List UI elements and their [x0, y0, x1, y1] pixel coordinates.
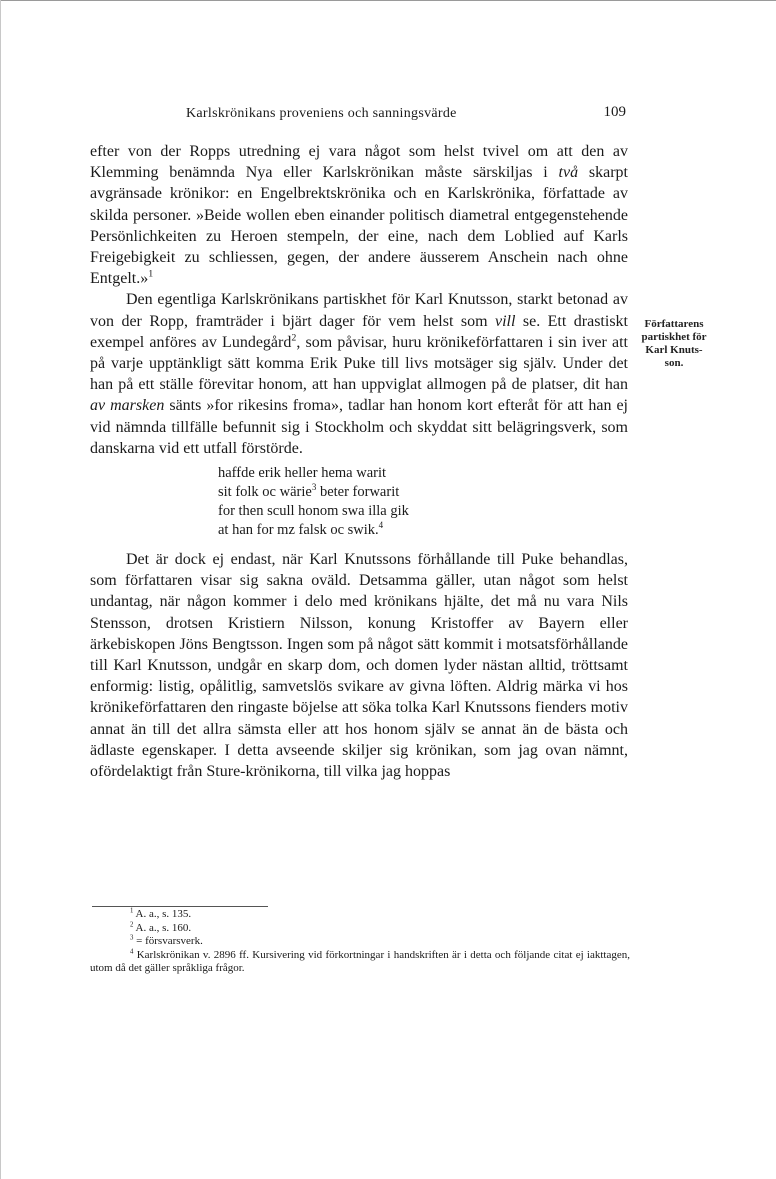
footnote-text: A. a., s. 160. [133, 921, 192, 934]
emphasis-vill: vill [494, 312, 516, 330]
paragraph-2-text-a: Den egentliga Karlskrönikans partiskhet för Karl Knutsson, starkt betonad av von der Ropp, framträder i bjärt dager för vem helst som [90, 291, 628, 330]
footnote-text: A. a., s. 135. [133, 908, 192, 920]
footnote-2 [90, 922, 630, 936]
paragraph-2-text-d: sänts »for rikesins froma», tadlar han honom kort efteråt för att han ej vid nämnda tillfälle befunnit sig i Stockholm och skyddat sitt belägringsverk, som danskarna vid ett utfall förstörde. [90, 397, 628, 457]
footnote-divider [92, 906, 268, 907]
paragraph-2-text-b: se. Ett drastiskt exempel anföres av Lundegård [90, 312, 628, 351]
page-top-edge [0, 0, 776, 1]
footnote-number: 3 [130, 934, 134, 942]
verse-line-4 [218, 521, 628, 540]
margin-note-line: partiskhet för [641, 331, 707, 343]
paragraph-1 [90, 141, 628, 289]
footnote-1 [90, 908, 630, 922]
footnote-3 [90, 935, 630, 949]
verse-quote [218, 464, 628, 540]
footnote-number: 4 [130, 947, 134, 955]
margin-note [632, 318, 716, 370]
running-title: Karlskrönikans proveniens och sanningsvärde [186, 106, 457, 121]
footnote-ref-4: 4 [378, 520, 384, 531]
main-text [90, 141, 628, 782]
verse-line-2 [218, 483, 628, 502]
footnote-ref-3: 3 [311, 482, 317, 493]
page-header [90, 104, 630, 126]
margin-note-line: Författarens [644, 318, 704, 330]
footnote-text: = försvarsverk. [133, 935, 203, 947]
page-left-edge [0, 0, 1, 1179]
footnote-ref-2: 2 [291, 332, 297, 344]
emphasis-av-marsken: av marsken [90, 397, 165, 415]
verse-line-4-text: at han for mz falsk oc swik. [218, 522, 379, 539]
footnote-text: Karlskrönikan v. 2896 ff. Kursivering vid förkortningar i handskriften är i detta och följande citat ej iakttagen, utom då det gäller språkliga frågor. [90, 948, 630, 974]
paragraph-2-text-c: , som påvisar, huru krönikeförfattaren i sin iver att på varje upptänkligt sätt komma Erik Puke till livs motsäger sig själv. Under det han på ett ställe förevitar honom, att han uppviglat allmogen på de platser, dit han [90, 333, 629, 394]
verse-line-2-text-b: beter forwarit [316, 484, 400, 501]
footnote-ref-1: 1 [148, 268, 154, 280]
footnote-number: 1 [130, 907, 134, 915]
verse-line-3: for then scull honom swa illa gik [218, 503, 409, 520]
footnote-4 [90, 949, 630, 976]
emphasis-tva: två [558, 164, 579, 182]
paragraph-1-text-b: skarpt avgränsade krönikor: en Engelbrektskrönika och en Karlskrönika, författade av skilda personer. »Beide wollen eben einander politisch diametral entgegenstehende Persönlichkeiten zu Heroen stempeln, der eine, nach dem Loblied auf Karls Freigebigkeit zu schliessen, gegen, der andere äusserem Anschein nach ohne Entgelt.» [90, 164, 628, 288]
margin-note-line: Karl Knuts- [645, 344, 703, 356]
verse-line-1: haffde erik heller hema warit [218, 465, 387, 482]
verse-line-2-text-a: sit folk oc wärie [218, 484, 312, 501]
paragraph-1-text-a: efter von der Ropps utredning ej vara något som helst tvivel om att den av Klemming benämnda Nya eller Karlskrönikan måste särskiljas i [90, 143, 628, 182]
footnotes [90, 908, 630, 976]
margin-note-line: son. [664, 357, 684, 369]
paragraph-2 [90, 289, 628, 459]
paragraph-3: Det är dock ej endast, när Karl Knutssons förhållande till Puke behandlas, som författaren visar sig sakna oväld. Detsamma gäller, utan något som helst undantag, när någon kommer i delo med krönikans hjälte, det må nu vara Nils Stensson, drotsen Kristiern Nilsson, konung Kristoffer av Bayern eller ärkebiskopen Jöns Bengtsson. Ingen som på något sätt kommit i motsatsförhållande till Karl Knutsson, undgår en skarp dom, och domen lyder nästan alltid, tröttsamt enformig: listig, opålitlig, samvetslös svikare av givna löften. Aldrig märka vi hos krönikeförfattaren den ringaste böjelse att söka tolka Karl Knutssons fienders motiv annat än till det allra sämsta eller att hos honom själv se annat än de bästa och ädlaste egenskaper. I detta avseende skiljer sig krönikan, som jag ovan nämnt, ofördelaktigt från Sture-krönikorna, till vilka jag hoppas [90, 551, 628, 781]
footnote-number: 2 [130, 920, 134, 928]
page-number: 109 [603, 104, 626, 120]
